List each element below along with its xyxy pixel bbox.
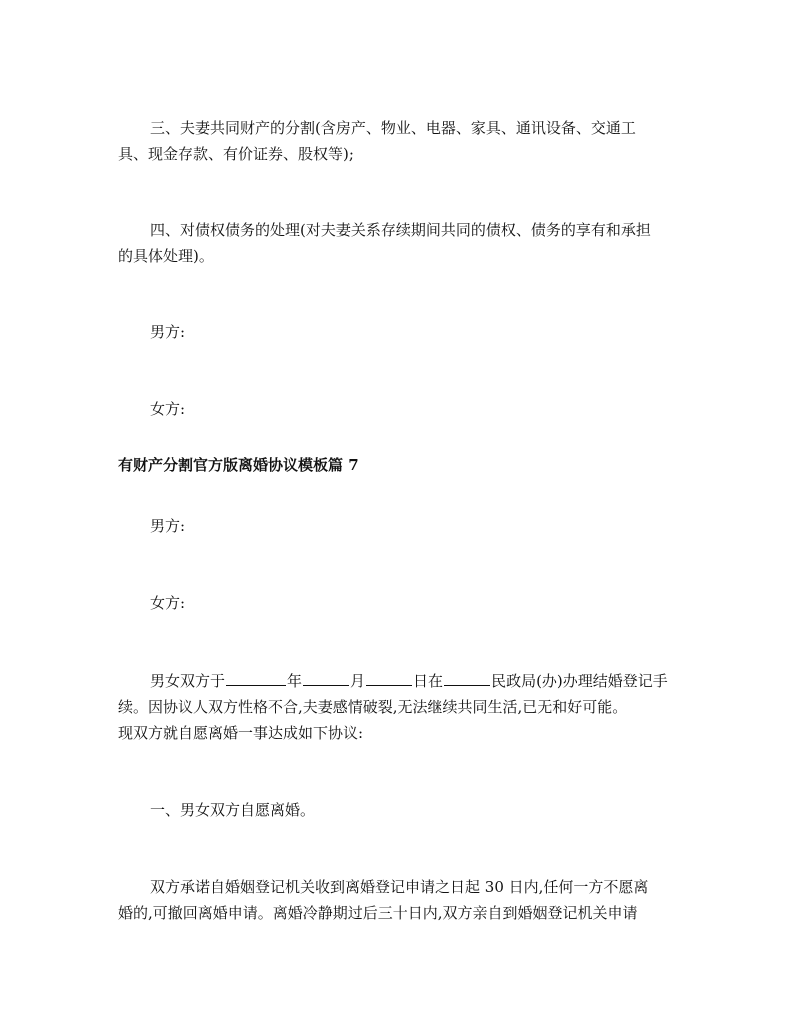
section-3-paragraph xyxy=(118,115,690,167)
marriage-line-2: 续。因协议人双方性格不合,夫妻感情破裂,无法继续共同生活,已无和好可能。 xyxy=(118,698,628,716)
marriage-line-1 xyxy=(118,668,690,694)
section-3-line-2: 具、现金存款、有价证券、股权等); xyxy=(118,145,354,163)
cooling-line-1: 双方承诺自婚姻登记机关收到离婚登记申请之日起 30 日内,任何一方不愿离 xyxy=(150,878,649,896)
section-4-line-2: 的具体处理)。 xyxy=(118,247,214,265)
party-male-label: 男方: xyxy=(150,517,186,535)
party-male xyxy=(118,513,690,539)
year-label: 年 xyxy=(287,672,303,690)
cooling-period-paragraph xyxy=(118,874,690,926)
clause-1-text: 一、男女双方自愿离婚。 xyxy=(150,801,316,819)
article-heading: 有财产分割官方版离婚协议模板篇 7 xyxy=(118,456,359,474)
signature-male xyxy=(118,319,690,345)
bureau-blank xyxy=(444,670,490,686)
party-female-label: 女方: xyxy=(150,594,186,612)
day-blank xyxy=(366,670,412,686)
month-blank xyxy=(303,670,349,686)
month-label: 月 xyxy=(350,672,366,690)
marriage-prefix: 男女双方于 xyxy=(150,672,226,690)
marriage-line-3: 现双方就自愿离婚一事达成如下协议: xyxy=(118,724,364,742)
section-3-line-1: 三、夫妻共同财产的分割(含房产、物业、电器、家具、通讯设备、交通工 xyxy=(150,119,636,137)
cooling-line-2: 婚的,可撤回离婚申请。离婚冷静期过后三十日内,双方亲自到婚姻登记机关申请 xyxy=(118,904,638,922)
section-4-paragraph xyxy=(118,217,690,269)
day-at-label: 日在 xyxy=(413,672,444,690)
signature-female xyxy=(118,396,690,422)
marriage-registration-paragraph xyxy=(118,668,690,746)
year-blank xyxy=(226,670,286,686)
marriage-tail: 民政局(办)办理结婚登记手 xyxy=(491,672,668,690)
signature-male-label: 男方: xyxy=(150,323,186,341)
party-female xyxy=(118,590,690,616)
section-4-line-1: 四、对债权债务的处理(对夫妻关系存续期间共同的债权、债务的享有和承担 xyxy=(150,221,651,239)
clause-1-paragraph xyxy=(118,797,690,823)
signature-female-label: 女方: xyxy=(150,400,186,418)
